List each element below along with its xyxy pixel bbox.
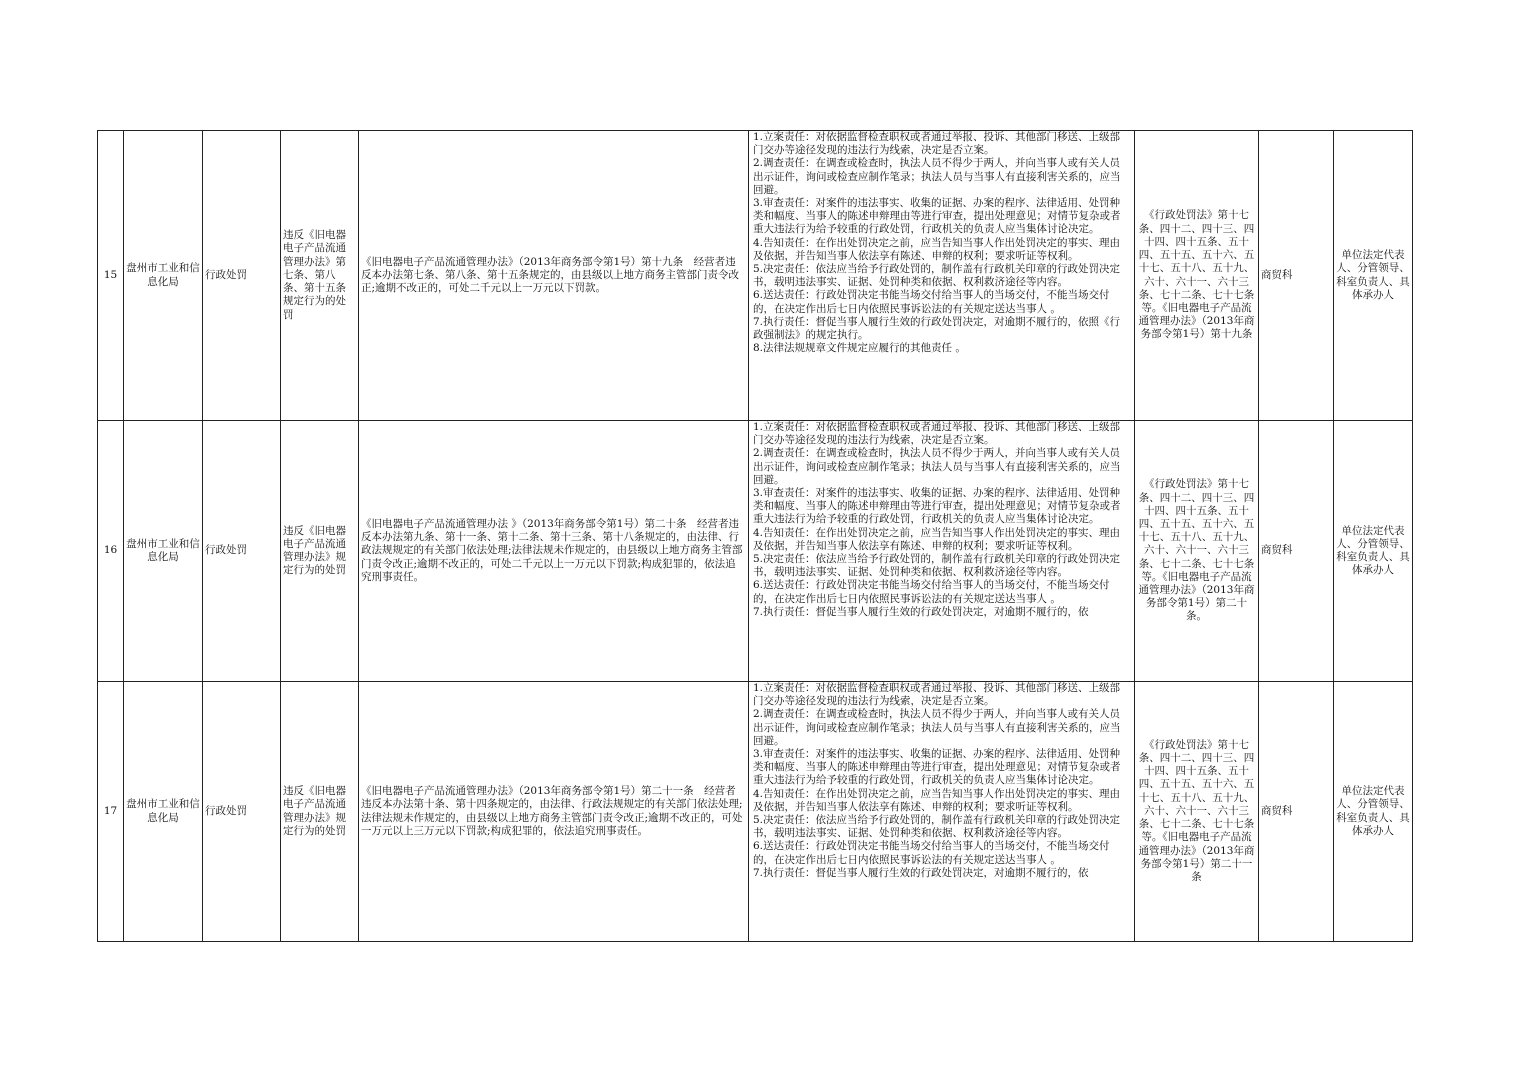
responsibility-item: 5.决定责任：依法应当给予行政处罚的，制作盖有行政机关印章的行政处罚决定书，载明违法事实、证据、处罚种类和依据、权利救济途径等内容。 xyxy=(753,814,1121,840)
legal-basis-cell: 《旧电器电子产品流通管理办法》（2013年商务部令第1号）第二十一条 经营者违反本办法第十条、第十四条规定的，由法律、行政法规规定的有关部门依法处理;法律法规未作规定的，由县级以上地方商务主管部门责令改正;逾期不改正的，可处一万元以上三万元以下罚款;构成犯罪的，依法追究刑事责任。 xyxy=(359,682,749,942)
responsibility-item: 1.立案责任：对依据监督检查职权或者通过举报、投诉、其他部门移送、上级部门交办等途径发现的违法行为线索，决定是否立案。 xyxy=(753,421,1121,447)
responsibility-item: 3.审查责任：对案件的违法事实、收集的证据、办案的程序、法律适用、处罚种类和幅度、当事人的陈述申辩理由等进行审查，提出处理意见；对情节复杂或者重大违法行为给予较重的行政处罚，行政机关的负责人应当集体讨论决定。 xyxy=(753,748,1121,787)
responsible-person-cell: 单位法定代表人、分管领导、科室负责人、具体承办人 xyxy=(1334,682,1413,942)
responsibility-item: 6.送达责任：行政处罚决定书能当场交付给当事人的当场交付，不能当场交付的，在决定作出后七日内依照民事诉讼法的有关规定送达当事人 。 xyxy=(753,289,1110,315)
responsible-person-cell: 单位法定代表人、分管领导、科室负责人、具体承办人 xyxy=(1334,131,1413,421)
legal-basis-cell: 《旧电器电子产品流通管理办法 》（2013年商务部令第1号）第二十条 经营者违反本办法第九条、第十一条、第十二条、第十三条、第十八条规定的，由法律、行政法规规定的有关部门依法处理;法律法规未作规定的，由县级以上地方商务主管部门责令改正;逾期不改正的，可处二千元以上一万元以下罚款;构成犯罪的，依法追究刑事责任。 xyxy=(359,421,749,682)
responsibility-item: 4.告知责任：在作出处罚决定之前，应当告知当事人作出处罚决定的事实、理由及依据，并告知当事人依法享有陈述、申辩的权利；要求听证等权利。 xyxy=(753,236,1121,262)
responsible-office-cell: 商贸科 xyxy=(1259,131,1334,421)
responsibility-cell xyxy=(749,421,1135,682)
responsibility-item: 6.送达责任：行政处罚决定书能当场交付给当事人的当场交付，不能当场交付的，在决定作出后七日内依照民事诉讼法的有关规定送达当事人 。 xyxy=(753,840,1110,866)
power-type-cell: 行政处罚 xyxy=(203,131,281,421)
item-name-cell: 违反《旧电器电子产品流通管理办法》规定行为的处罚 xyxy=(281,421,359,682)
department-cell: 盘州市工业和信息化局 xyxy=(124,421,203,682)
power-type-cell: 行政处罚 xyxy=(203,682,281,942)
responsibility-item: 1.立案责任：对依据监督检查职权或者通过举报、投诉、其他部门移送、上级部门交办等途径发现的违法行为线索，决定是否立案。 xyxy=(753,682,1121,708)
table-row xyxy=(98,421,1413,682)
law-basis-cell: 《行政处罚法》第十七条、四十二、四十三、四十四、四十五条、五十四、五十五、五十六、五十七、五十八、五十九、六十、六十一、六十三条、七十二条、七十七条等。《旧电器电子产品流通管理办法》（2013年商务部令第1号）第二十一条 xyxy=(1135,682,1259,942)
responsibility-item: 5.决定责任：依法应当给予行政处罚的，制作盖有行政机关印章的行政处罚决定书，载明违法事实、证据、处罚种类和依据、权利救济途径等内容。 xyxy=(753,263,1121,289)
row-number: 17 xyxy=(98,682,124,942)
responsibility-item: 7.执行责任：督促当事人履行生效的行政处罚决定，对逾期不履行的，依 xyxy=(753,866,1089,879)
department-cell: 盘州市工业和信息化局 xyxy=(124,131,203,421)
table-row xyxy=(98,131,1413,421)
responsibility-item: 3.审查责任：对案件的违法事实、收集的证据、办案的程序、法律适用、处罚种类和幅度、当事人的陈述申辩理由等进行审查，提出处理意见；对情节复杂或者重大违法行为给予较重的行政处罚，行政机关的负责人应当集体讨论决定。 xyxy=(753,197,1121,236)
responsibility-item: 3.审查责任：对案件的违法事实、收集的证据、办案的程序、法律适用、处罚种类和幅度、当事人的陈述申辩理由等进行审查，提出处理意见；对情节复杂或者重大违法行为给予较重的行政处罚，行政机关的负责人应当集体讨论决定。 xyxy=(753,487,1121,526)
row-number: 15 xyxy=(98,131,124,421)
responsibility-item: 7.执行责任：督促当事人履行生效的行政处罚决定，对逾期不履行的，依 xyxy=(753,605,1089,618)
power-type-cell: 行政处罚 xyxy=(203,421,281,682)
responsibility-item: 5.决定责任：依法应当给予行政处罚的，制作盖有行政机关印章的行政处罚决定书，载明违法事实、证据、处罚种类和依据、权利救济途径等内容。 xyxy=(753,553,1121,579)
law-basis-cell: 《行政处罚法》第十七条、四十二、四十三、四十四、四十五条、五十四、五十五、五十六、五十七、五十八、五十九、六十、六十一、六十三条、七十二条、七十七条等。《旧电器电子产品流通管理办法》（2013年商务部令第1号）第二十条。 xyxy=(1135,421,1259,682)
responsibility-item: 7.执行责任：督促当事人履行生效的行政处罚决定，对逾期不履行的，依照《行政强制法》的规定执行。 xyxy=(753,315,1121,342)
item-name-cell: 违反《旧电器电子产品流通管理办法》第七条、第八条、第十五条规定行为的处罚 xyxy=(281,131,359,421)
responsibility-item: 4.告知责任：在作出处罚决定之前，应当告知当事人作出处罚决定的事实、理由及依据，并告知当事人依法享有陈述、申辩的权利；要求听证等权利。 xyxy=(753,526,1121,552)
responsibility-item: 4.告知责任：在作出处罚决定之前，应当告知当事人作出处罚决定的事实、理由及依据，并告知当事人依法享有陈述、申辩的权利；要求听证等权利。 xyxy=(753,787,1121,813)
responsibility-item: 8.法律法规规章文件规定应履行的其他责任 。 xyxy=(753,342,966,355)
responsible-office-cell: 商贸科 xyxy=(1259,421,1334,682)
item-name-cell: 违反《旧电器电子产品流通管理办法》规定行为的处罚 xyxy=(281,682,359,942)
responsibility-cell xyxy=(749,682,1135,942)
department-cell: 盘州市工业和信息化局 xyxy=(124,682,203,942)
responsible-office-cell: 商贸科 xyxy=(1259,682,1334,942)
responsibility-item: 2.调查责任：在调查或检查时，执法人员不得少于两人，并向当事人或有关人员出示证件，询问或检查应制作笔录；执法人员与当事人有直接利害关系的，应当回避。 xyxy=(753,447,1121,486)
table-row xyxy=(98,682,1413,942)
responsibility-item: 1.立案责任：对依据监督检查职权或者通过举报、投诉、其他部门移送、上级部门交办等途径发现的违法行为线索，决定是否立案。 xyxy=(753,131,1121,157)
responsibility-item: 6.送达责任：行政处罚决定书能当场交付给当事人的当场交付，不能当场交付的，在决定作出后七日内依照民事诉讼法的有关规定送达当事人 。 xyxy=(753,579,1110,605)
responsibility-item: 2.调查责任：在调查或检查时，执法人员不得少于两人，并向当事人或有关人员出示证件，询问或检查应制作笔录；执法人员与当事人有直接利害关系的，应当回避。 xyxy=(753,157,1121,196)
responsibility-item: 2.调查责任：在调查或检查时，执法人员不得少于两人，并向当事人或有关人员出示证件，询问或检查应制作笔录；执法人员与当事人有直接利害关系的，应当回避。 xyxy=(753,708,1121,747)
row-number: 16 xyxy=(98,421,124,682)
power-list-table xyxy=(97,130,1413,942)
responsibility-cell xyxy=(749,131,1135,421)
responsible-person-cell: 单位法定代表人、分管领导、科室负责人、具体承办人 xyxy=(1334,421,1413,682)
law-basis-cell: 《行政处罚法》第十七条、四十二、四十三、四十四、四十五条、五十四、五十五、五十六、五十七、五十八、五十九、六十、六十一、六十三条、七十二条、七十七条等。《旧电器电子产品流通管理办法》（2013年商务部令第1号）第十九条 xyxy=(1135,131,1259,421)
legal-basis-cell: 《旧电器电子产品流通管理办法》（2013年商务部令第1号）第十九条 经营者违反本办法第七条、第八条、第十五条规定的，由县级以上地方商务主管部门责令改正;逾期不改正的，可处二千元以上一万元以下罚款。 xyxy=(359,131,749,421)
